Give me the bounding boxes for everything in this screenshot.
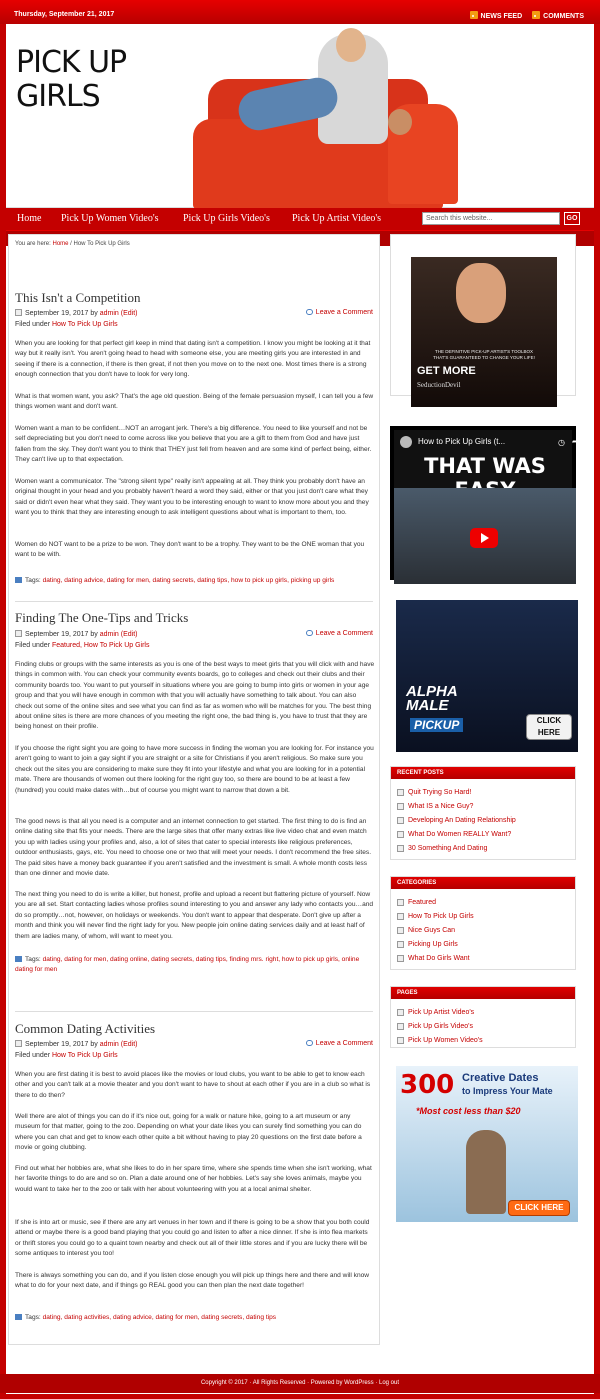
tag-icon xyxy=(15,1314,22,1320)
category-label: Nice Guys Can xyxy=(408,926,456,934)
recent-post-label: What IS a Nice Guy? xyxy=(408,802,474,810)
post-edit-link[interactable]: (Edit) xyxy=(120,310,138,317)
category-label: Featured xyxy=(408,898,437,906)
post-paragraph: There is always something you can do, and if you listen close enough you will pick up things here and there and will know what to do for your next date, and if things go REAL good you can then plan the next date together! xyxy=(15,1272,370,1290)
recent-post-label: Quit Trying So Hard! xyxy=(408,788,472,796)
ad-number: 300 xyxy=(400,1070,455,1100)
calendar-icon xyxy=(15,309,22,316)
ad1-line2: THAT'S GUARANTEED TO CHANGE YOUR LIFE! xyxy=(433,355,535,360)
breadcrumb-current: How To Pick Up Girls xyxy=(73,241,130,247)
post-filed-under xyxy=(15,1052,118,1059)
post-date: September 19, 2017 xyxy=(25,1041,89,1048)
category-label: How To Pick Up Girls xyxy=(408,912,474,920)
post-author-link[interactable]: admin xyxy=(99,1041,119,1048)
page-link[interactable] xyxy=(391,1033,575,1047)
creative-dates-ad[interactable] xyxy=(390,1062,576,1228)
content-area xyxy=(8,234,380,1345)
ad-image xyxy=(396,1066,578,1222)
folder-icon xyxy=(397,955,404,962)
widget-title: RECENT POSTS xyxy=(391,767,575,779)
folder-icon xyxy=(397,899,404,906)
ad-tagline xyxy=(417,349,551,361)
tag-icon xyxy=(15,956,22,962)
post-date: September 19, 2017 xyxy=(25,631,89,638)
seduction-devil-ad[interactable] xyxy=(390,234,576,396)
post-paragraph: What is that women want, you ask? That's the age old question. Being of the female persuasion myself, I can tell you a few things women want and don't want. xyxy=(15,393,374,411)
ad-line1: Creative Dates xyxy=(462,1072,539,1084)
page-icon xyxy=(397,1037,404,1044)
header-hero-image xyxy=(138,24,594,208)
leave-comment-label: Leave a Comment xyxy=(315,1040,373,1047)
top-bar xyxy=(0,0,600,24)
video-frame xyxy=(394,430,579,584)
news-feed-label: NEWS FEED xyxy=(480,13,523,20)
recent-post-link[interactable] xyxy=(391,813,575,827)
filed-prefix: Filed under xyxy=(15,642,52,649)
categories-widget xyxy=(390,876,576,970)
post-by: by xyxy=(88,1041,100,1048)
post-paragraph: When you are looking for that perfect girl keep in mind that dating isn't a competition. I know you might be looking at it that way but it really isn't. You aren't going head to head with someone else, you are meeting girls you are interested in and seeing if there is a connection, if there is then great, if not then you move on to the next one. Most times there is a strong enough connection that you don't have to look for very long. xyxy=(15,340,371,379)
filed-category-link[interactable]: Featured, How To Pick Up Girls xyxy=(51,642,150,649)
leave-comment-link[interactable] xyxy=(306,630,373,637)
breadcrumb-separator: / xyxy=(68,241,74,247)
post-paragraph: If she is into art or music, see if there are any art venues in her town and if there is going to be a show that you both could attend or maybe there is a good band playing that you could go and listen to after a nice dinner. If she is into flea markets or thrift stores you could go to a quaint town nearby and check out all of their little stores and if you are lucky there will be some antiques to interest you too! xyxy=(15,1219,370,1258)
recent-post-label: What Do Women REALLY Want? xyxy=(408,830,512,838)
search-go-button[interactable]: GO xyxy=(564,212,580,225)
post-tags xyxy=(15,955,375,975)
nav-pick-up-artist-videos[interactable]: Pick Up Artist Video's xyxy=(292,213,382,224)
folder-icon xyxy=(397,913,404,920)
post-paragraph: Finding clubs or groups with the same interests as you is one of the best ways to meet girls that you will click with and have things in common with. You can check your community events boards, go to colleges and check out their clubs and their community boards too. You want to put yourself in situations where you are going to bump into girls or women in your age group and that you will have enough in common with that you will actually have something to talk about. You can also check out some of the online sites and see what you can find as far as women who will be matches for you. The best thing about online sites is there are more chances of you meeting the right one, the bad thing is, you have to trust that they are being honest on their profile. xyxy=(15,661,375,731)
tag-icon xyxy=(15,577,22,583)
ad-line2: to Impress Your Mate xyxy=(462,1086,553,1096)
recent-post-label: 30 Something And Dating xyxy=(408,844,488,852)
ad-image xyxy=(396,600,578,752)
post-author-link[interactable]: admin xyxy=(99,631,119,638)
filed-prefix: Filed under xyxy=(15,321,52,328)
post-paragraph: If you choose the right sight you are going to have more success in finding the woman you are looking for. For instance you aren't going to want to join a gay sight if you are straight or a site for Christians if you aren't religious. So make sure you check out the sites you are considering to make sure they fit into your lifestyle and what you are looking for in a potential mate. There are thousands of women out there looking for the right guy too, so there are bound to be at least a few (hundred) you could make dates with…but of course you might want to narrow that down a bit. xyxy=(15,745,374,794)
category-link[interactable] xyxy=(391,895,575,909)
ad-subheadline: PICKUP xyxy=(410,718,463,732)
post-tags xyxy=(15,576,375,586)
logo-line1: PICK UP xyxy=(16,45,127,80)
nav-pick-up-girls-videos[interactable]: Pick Up Girls Video's xyxy=(183,213,270,224)
ad-click-here-button[interactable]: CLICK HERE xyxy=(526,714,572,740)
post-filed-under xyxy=(15,642,149,649)
page-label: Pick Up Women Video's xyxy=(408,1036,483,1044)
post-meta xyxy=(15,309,138,317)
logo-line2: GIRLS xyxy=(16,79,100,114)
category-label: What Do Girls Want xyxy=(408,954,470,962)
post-by: by xyxy=(88,310,100,317)
ad-line3: *Most cost less than $20 xyxy=(416,1106,521,1116)
leave-comment-label: Leave a Comment xyxy=(315,309,373,316)
ad2-line1: ALPHA xyxy=(406,683,458,700)
page-link[interactable] xyxy=(391,1019,575,1033)
comment-bubble-icon xyxy=(306,1040,313,1046)
tags-prefix: Tags: xyxy=(25,577,43,584)
post-icon xyxy=(397,831,404,838)
page-icon xyxy=(397,1009,404,1016)
current-date: Thursday, September 21, 2017 xyxy=(14,11,115,18)
footer: Copyright © 2017 · All Rights Reserved · Powered by WordPress · Log out xyxy=(0,1374,600,1393)
post-icon xyxy=(397,817,404,824)
calendar-icon xyxy=(15,1040,22,1047)
breadcrumb xyxy=(15,241,130,247)
main-nav xyxy=(6,208,594,230)
tags-links[interactable]: dating, dating for men, dating online, dating secrets, dating tips, finding mrs. right, how to pick up girls, online dating for men xyxy=(15,956,360,973)
recent-post-link[interactable] xyxy=(391,799,575,813)
tags-links[interactable]: dating, dating activities, dating advice, dating for men, dating secrets, dating tips xyxy=(42,1314,277,1321)
alpha-male-pickup-ad[interactable] xyxy=(390,596,576,750)
recent-post-link[interactable] xyxy=(391,841,575,855)
nav-pick-up-women-videos[interactable]: Pick Up Women Video's xyxy=(61,213,159,224)
widget-title: PAGES xyxy=(391,987,575,999)
recent-post-link[interactable] xyxy=(391,785,575,799)
comments-feed-link[interactable] xyxy=(532,11,584,20)
category-link[interactable] xyxy=(391,909,575,923)
post-paragraph: The next thing you need to do is write a killer, but honest, profile and upload a recent but flattering picture of yourself. Now you are all set. Start contacting ladies whose profiles sound interesting to you and answer any lady who contacts you…and do so promptly…not, however, on holidays or weekends. You don't want to appear that desperate. Don't give up after a month and think you will never find the right lady for you. New people join online dating services daily and at least half of them are ladies many, of whom, will want to meet you. xyxy=(15,891,374,940)
category-link[interactable] xyxy=(391,923,575,937)
post-paragraph: Women want a man to be confident…NOT an arrogant jerk. There's a big difference. You need to like yourself and not be self depreciating but you don't need to come across like you believe that you are a gift to them from God and have just fallen from the sky. They don't want you to think that THEY just fell from heaven and are some kind of perfect being, either. They can't live up to that expectation. xyxy=(15,425,372,464)
tags-links[interactable]: dating, dating advice, dating for men, dating secrets, dating tips, how to pick up girls, picking up girls xyxy=(42,577,335,584)
play-button[interactable] xyxy=(470,528,498,548)
comment-bubble-icon xyxy=(306,309,313,315)
post-paragraph: The good news is that all you need is a computer and an internet connection to get started. The first thing to do is find an online dating site that fits your needs. There are the large sites that offer many extras like live video chat and even match you up with ladies using your profiles and, also, a lot of sites that cater to special interests like religious preferences, outdoor enthusiasts, gays, etc. You need to choose one or two that will meet your needs. I don't recommend the free sites. The paid sites have a money back guarantee if you aren't satisfied and the investment is small. A whole month costs less than one dinner and movie date. xyxy=(15,818,372,878)
comment-bubble-icon xyxy=(306,630,313,636)
rss-icon xyxy=(532,11,540,19)
post-icon xyxy=(397,789,404,796)
leave-comment-label: Leave a Comment xyxy=(315,630,373,637)
rss-icon xyxy=(470,11,478,19)
leave-comment-link[interactable] xyxy=(306,309,373,316)
man-head xyxy=(336,28,366,62)
page-icon xyxy=(397,1023,404,1030)
post-meta xyxy=(15,1040,138,1048)
ad-cta: GET MORE xyxy=(417,365,476,377)
post-paragraph: Women want a communicator. The "strong silent type" really isn't appealing at all. They think you probably don't have an original thought in your head and you probably haven't heard a word they said, either or that you just don't care what they said or didn't even hear what they said. They want you to be interesting enough to want to know more about you and they want you to think that they are interesting enough to ask intelligent questions about what is important to them, too. xyxy=(15,478,369,517)
ad-image xyxy=(411,257,557,407)
clock-icon[interactable]: ◷ xyxy=(558,438,565,447)
post-icon xyxy=(397,803,404,810)
folder-icon xyxy=(397,941,404,948)
post-date: September 19, 2017 xyxy=(25,310,89,317)
youtube-video[interactable] xyxy=(390,426,579,580)
post-divider xyxy=(15,601,373,602)
video-title: How to Pick Up Girls (t... xyxy=(418,437,506,446)
category-label: Picking Up Girls xyxy=(408,940,458,948)
breadcrumb-prefix: You are here: xyxy=(15,241,53,247)
nav-home[interactable]: Home xyxy=(17,213,42,224)
video-overlay-text: THAT WAS xyxy=(424,454,546,478)
post-filed-under xyxy=(15,321,118,328)
post-divider xyxy=(15,1011,373,1012)
ad1-line1: THE DEFINITIVE PICK-UP ARTIST'S TOOLBOX xyxy=(434,349,534,354)
channel-avatar xyxy=(400,436,412,448)
comments-feed-label: COMMENTS xyxy=(543,13,584,20)
filed-prefix: Filed under xyxy=(15,1052,52,1059)
post-title[interactable]: Common Dating Activities xyxy=(15,1021,156,1036)
post-edit-link[interactable]: (Edit) xyxy=(120,631,138,638)
tags-prefix: Tags: xyxy=(25,1314,43,1321)
play-icon xyxy=(481,533,489,543)
couple-graphic xyxy=(466,1130,506,1214)
site-header xyxy=(6,24,594,208)
page-link[interactable] xyxy=(391,1005,575,1019)
page-label: Pick Up Girls Video's xyxy=(408,1022,474,1030)
ad-headline xyxy=(406,685,458,713)
page-label: Pick Up Artist Video's xyxy=(408,1008,475,1016)
post-paragraph: When you are first dating it is best to avoid places like the movies or loud clubs, you want to be able to get to know each other and you can't talk at a movie theater and you don't want to have to shout at each other if you are in a club so what is there to do then? xyxy=(15,1071,371,1099)
post-title[interactable]: Finding The One-Tips and Tricks xyxy=(15,610,189,625)
woman-head xyxy=(388,109,412,135)
post-tags xyxy=(15,1313,375,1323)
leave-comment-link[interactable] xyxy=(306,1040,373,1047)
share-icon[interactable]: ➦ xyxy=(572,437,579,446)
tags-prefix: Tags: xyxy=(25,956,43,963)
category-link[interactable] xyxy=(391,937,575,951)
post-by: by xyxy=(88,631,100,638)
post-paragraph: Well there are alot of things you can do if it's nice out, going for a walk or nature hike, going to a art museum or any museum for that matter, going to the zoo. Depending on what your date likes you can surely find something you can do where you can chat and get to know each other quite a bit without having to play 20 questions on the first date before a movie or going clubbing. xyxy=(15,1113,362,1152)
ad-click-here-button[interactable]: CLICK HERE xyxy=(508,1200,570,1216)
category-link[interactable] xyxy=(391,951,575,965)
recent-post-link[interactable] xyxy=(391,827,575,841)
folder-icon xyxy=(397,927,404,934)
post-paragraph: Women do NOT want to be a prize to be won. They don't want to be a trophy. They want to be the ONE woman that you want to be with. xyxy=(15,541,365,559)
post-icon xyxy=(397,845,404,852)
site-logo[interactable] xyxy=(16,46,126,114)
breadcrumb-home-link[interactable]: Home xyxy=(52,241,69,247)
recent-post-label: Developing An Dating Relationship xyxy=(408,816,516,824)
face-graphic xyxy=(456,263,506,323)
post-meta xyxy=(15,630,138,638)
filed-category-link[interactable]: How To Pick Up Girls xyxy=(51,321,118,328)
recent-posts-widget xyxy=(390,766,576,860)
post-paragraph: Find out what her hobbies are, what she likes to do in her spare time, where she spends time when she isn't working, what her favorite things to do are and so on. Plan a date around one of her hobbies. Let's say she loves animals, maybe you would want to take her to the zoo or talk with her about volunteering with you at a local animal shelter. xyxy=(15,1165,372,1193)
calendar-icon xyxy=(15,630,22,637)
ad2-line2: MALE xyxy=(406,697,449,714)
search-input[interactable]: Search this website... xyxy=(422,212,560,225)
post-author-link[interactable]: admin xyxy=(99,310,119,317)
ad-brand: SeductionDevil xyxy=(417,381,461,389)
post-title[interactable]: This Isn't a Competition xyxy=(15,290,141,305)
post-edit-link[interactable]: (Edit) xyxy=(120,1041,138,1048)
news-feed-link[interactable] xyxy=(470,11,523,20)
widget-title: CATEGORIES xyxy=(391,877,575,889)
filed-category-link[interactable]: How To Pick Up Girls xyxy=(51,1052,118,1059)
pages-widget xyxy=(390,986,576,1048)
